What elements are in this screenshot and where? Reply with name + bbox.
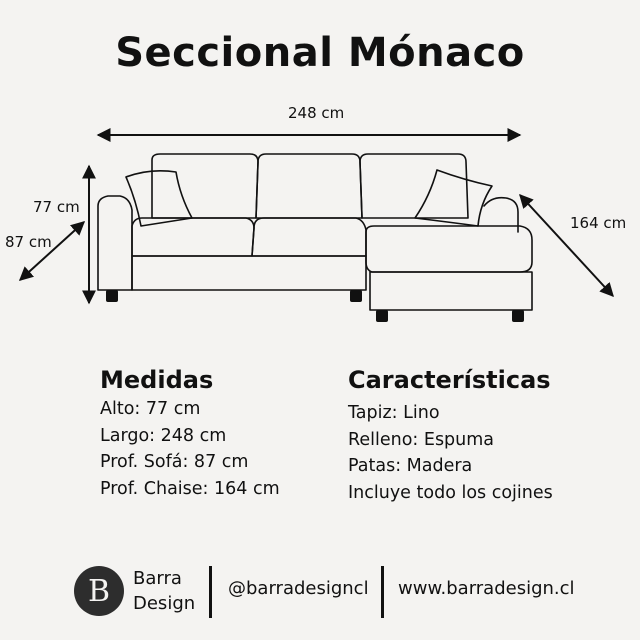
divider bbox=[381, 566, 384, 618]
back-cushion-right bbox=[360, 154, 468, 218]
brand-line1: Barra bbox=[133, 568, 182, 589]
list-item: Incluye todo los cojines bbox=[348, 482, 553, 503]
left-arm bbox=[98, 196, 132, 290]
medidas-list bbox=[100, 396, 280, 502]
medidas-heading: Medidas bbox=[100, 366, 214, 394]
caracteristicas-list bbox=[348, 400, 553, 506]
leg bbox=[512, 310, 524, 322]
chaise-depth-arrow bbox=[520, 195, 613, 296]
seat-cushion-left bbox=[132, 218, 254, 256]
right-arm bbox=[484, 198, 518, 232]
seat-cushion-center bbox=[252, 218, 366, 256]
chaise-base bbox=[370, 272, 532, 310]
chaise-depth-label: 164 cm bbox=[570, 214, 627, 232]
brand-name bbox=[133, 566, 195, 616]
depth-label: 87 cm bbox=[5, 233, 52, 251]
website-link[interactable]: www.barradesign.cl bbox=[398, 578, 575, 599]
list-item: Prof. Sofá: 87 cm bbox=[100, 452, 249, 472]
list-item: Alto: 77 cm bbox=[100, 399, 201, 419]
list-item: Relleno: Espuma bbox=[348, 429, 495, 450]
depth-arrow bbox=[20, 222, 84, 280]
back-cushion-left bbox=[152, 154, 258, 218]
brand-logo bbox=[74, 566, 124, 616]
leg bbox=[350, 290, 362, 302]
instagram-handle[interactable]: @barradesigncl bbox=[228, 578, 369, 599]
leg bbox=[106, 290, 118, 302]
caracteristicas-heading: Características bbox=[348, 366, 551, 394]
divider bbox=[209, 566, 212, 618]
list-item: Prof. Chaise: 164 cm bbox=[100, 478, 280, 499]
brand-line2: Design bbox=[133, 593, 196, 614]
chaise-cushion bbox=[366, 226, 532, 272]
logo-letter: B bbox=[87, 573, 111, 609]
list-item: Largo: 248 cm bbox=[100, 425, 227, 446]
height-label: 77 cm bbox=[33, 198, 80, 216]
list-item: Patas: Madera bbox=[348, 456, 473, 476]
width-label: 248 cm bbox=[288, 104, 345, 122]
back-cushion-center bbox=[256, 154, 362, 218]
sofa-base bbox=[132, 256, 366, 290]
page-title: Seccional Mónaco bbox=[115, 30, 525, 76]
leg bbox=[376, 310, 388, 322]
list-item: Tapiz: Lino bbox=[348, 403, 440, 423]
